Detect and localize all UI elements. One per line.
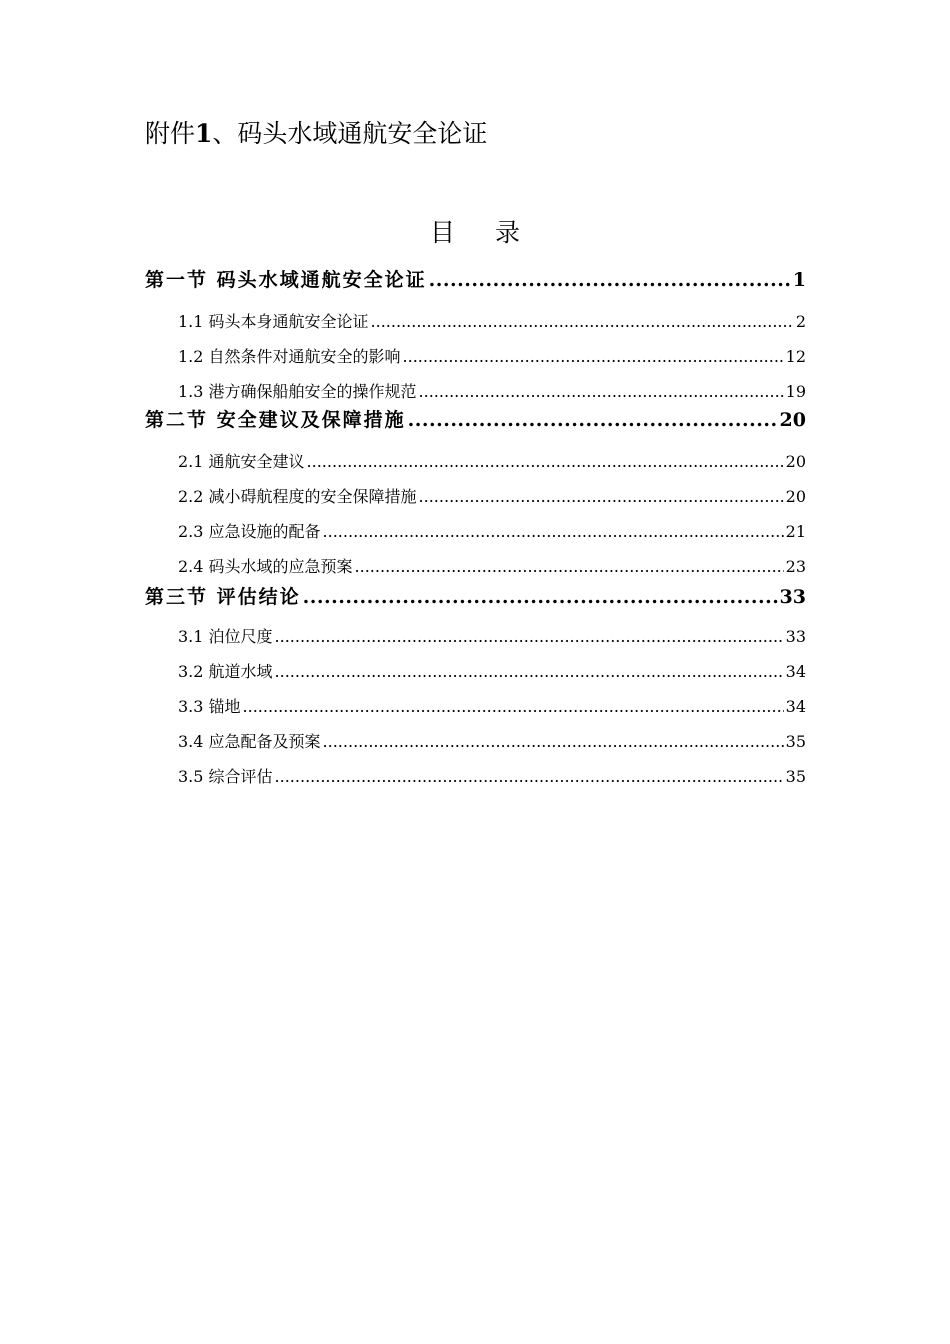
toc-entry-3-5[interactable] (178, 764, 806, 787)
toc-entry-3-4[interactable] (178, 729, 806, 752)
toc-entry-page: 20 (779, 409, 806, 431)
toc-heading-second: 录 (495, 218, 521, 247)
attachment-title-rest: 、码头水域通航安全论证 (212, 119, 488, 148)
toc-heading-first: 目 (429, 218, 455, 247)
toc-entry-page: 2 (795, 312, 806, 331)
toc-entry-2-1[interactable] (178, 449, 806, 472)
toc-dot-leader (275, 627, 784, 646)
toc-entry-page: 20 (785, 452, 806, 471)
toc-dot-leader (355, 557, 784, 576)
toc-entry-title: 1.3 港方确保船舶安全的操作规范 (178, 382, 417, 401)
toc-entry-1-2[interactable] (178, 344, 806, 367)
toc-dot-leader (323, 522, 784, 541)
toc-entry-title: 3.4 应急配备及预案 (178, 732, 321, 751)
toc-entry-title: 2.1 通航安全建议 (178, 452, 305, 471)
toc-entry-title: 1.1 码头本身通航安全论证 (178, 312, 369, 331)
toc-entry-3-2[interactable] (178, 659, 806, 682)
toc-dot-leader (275, 662, 784, 681)
toc-entry-page: 1 (792, 269, 806, 291)
toc-entry-title: 2.2 减小碍航程度的安全保障措施 (178, 487, 417, 506)
toc-entry-page: 19 (785, 382, 806, 401)
toc-entry-title: 3.3 锚地 (178, 697, 241, 716)
toc-dot-leader (371, 312, 794, 331)
toc-entry-page: 35 (785, 732, 806, 751)
toc-entry-page: 34 (785, 697, 806, 716)
attachment-title-prefix: 附件 (145, 119, 196, 148)
toc-entry-section-2[interactable] (145, 405, 806, 432)
toc-entry-page: 33 (779, 586, 806, 608)
toc-entry-page: 35 (785, 767, 806, 786)
toc-dot-leader (408, 409, 778, 431)
toc-dot-leader (403, 347, 784, 366)
toc-entry-section-3[interactable] (145, 582, 806, 609)
toc-dot-leader (429, 269, 791, 291)
toc-entry-title: 3.1 泊位尺度 (178, 627, 273, 646)
toc-dot-leader (419, 487, 784, 506)
toc-entry-3-1[interactable] (178, 624, 806, 647)
toc-entry-page: 20 (785, 487, 806, 506)
toc-entry-2-3[interactable] (178, 519, 806, 542)
toc-entry-section-1[interactable] (145, 265, 806, 292)
toc-entry-page: 33 (785, 627, 806, 646)
toc-entry-title: 第一节 码头水域通航安全论证 (145, 269, 427, 291)
attachment-title-number: 1 (195, 119, 213, 148)
toc-dot-leader (307, 452, 784, 471)
toc-entry-title: 第三节 评估结论 (145, 586, 301, 608)
toc-dot-leader (303, 586, 778, 608)
toc-dot-leader (323, 732, 784, 751)
toc-entry-1-1[interactable] (178, 309, 806, 332)
toc-entry-3-3[interactable] (178, 694, 806, 717)
toc-entry-title: 1.2 自然条件对通航安全的影响 (178, 347, 401, 366)
toc-entry-2-4[interactable] (178, 554, 806, 577)
toc-entry-title: 3.2 航道水域 (178, 662, 273, 681)
toc-dot-leader (275, 767, 784, 786)
toc-entry-page: 23 (785, 557, 806, 576)
toc-entry-title: 2.4 码头水域的应急预案 (178, 557, 353, 576)
toc-entry-title: 2.3 应急设施的配备 (178, 522, 321, 541)
toc-entry-page: 12 (785, 347, 806, 366)
toc-entry-page: 21 (785, 522, 806, 541)
toc-entry-title: 3.5 综合评估 (178, 767, 273, 786)
toc-dot-leader (419, 382, 784, 401)
toc-entry-1-3[interactable] (178, 379, 806, 402)
toc-entry-title: 第二节 安全建议及保障措施 (145, 409, 406, 431)
toc-dot-leader (243, 697, 784, 716)
toc-entry-2-2[interactable] (178, 484, 806, 507)
toc-entry-page: 34 (785, 662, 806, 681)
